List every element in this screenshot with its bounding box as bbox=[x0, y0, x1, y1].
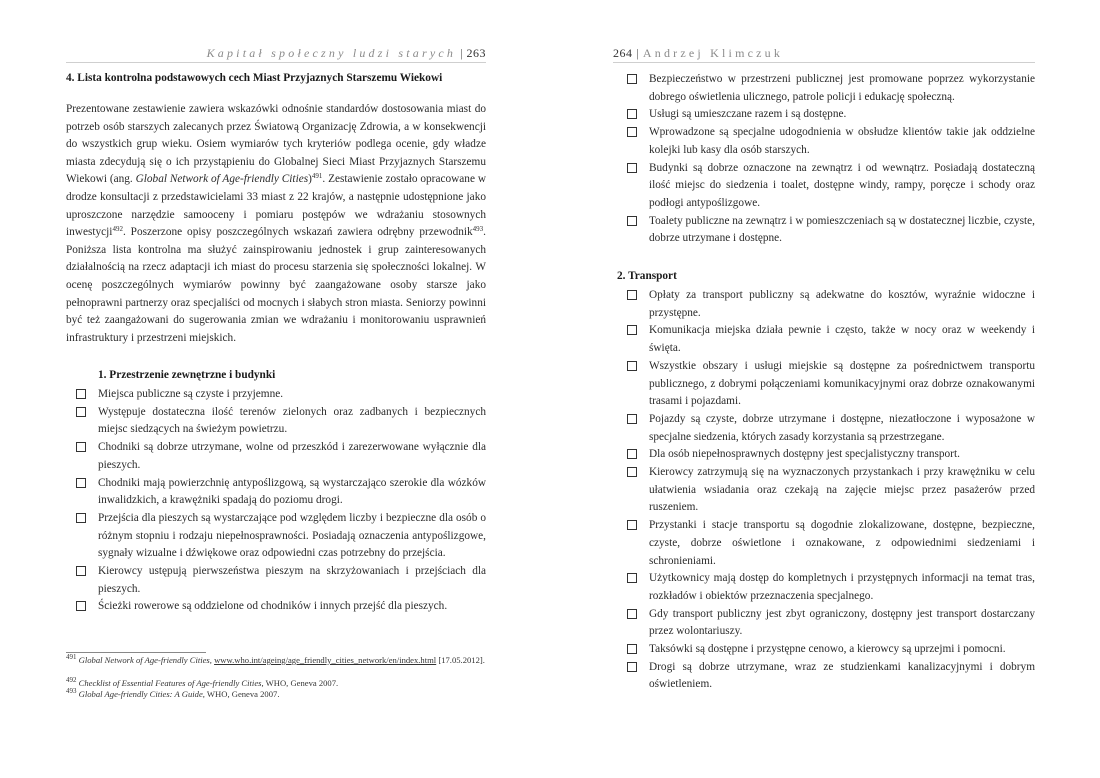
checklist-item bbox=[627, 411, 1035, 446]
page-number-right: 264 bbox=[613, 46, 633, 60]
subsection-title-outdoor-spaces: 1. Przestrzenie zewnętrzne i budynki bbox=[98, 369, 276, 381]
checklist-item-text: Wszystkie obszary i usługi miejskie są dostępne za pośrednictwem transportu publicznego, z dobrymi połączeniami komunikacyjnymi oraz dobrze oznakowanymi trasami i pojazdami. bbox=[649, 359, 1035, 408]
checkbox[interactable] bbox=[76, 407, 86, 417]
footnote-number: 493 bbox=[66, 687, 77, 695]
intro-text-3: . Zestawienie zostało opracowane w drodze konsultacji z przedstawicielami 33 miast z 22 krajów, a następnie udostępnione jako uproszczone narzędzie samooceny i pomiaru postępów we wdrażaniu stosownych inwestycji bbox=[66, 173, 486, 239]
checklist-item-text: Budynki są dobrze oznaczone na zewnątrz i od wewnątrz. Posiadają dostateczną ilość miejsc do siedzenia i toalet, dostępne windy, rampy, poręcze i schody oraz podłogi antypoślizgowe. bbox=[649, 161, 1035, 209]
footnote-number: 492 bbox=[66, 676, 77, 684]
footnote-ref-492[interactable]: 492 bbox=[112, 225, 123, 234]
checklist-item bbox=[627, 446, 1035, 464]
intro-text-5: . Poniższa lista kontrolna ma służyć zainspirowaniu jednostek i grup zainteresowanych działalnością na rzecz adaptacji ich miast do procesu starzenia się społeczności lokalnej. W ocenę poszczególnych wymiarów powinny być zaangażowane osoby starsze jako pełnoprawni partnerzy oraz specjaliści od mocnych i słabych stron miasta. Seniorzy powinni być też zaangażowani do sugerowania zmian we wdrażaniu i monitorowaniu usprawnień infrastruktury i przestrzeni miejskich. bbox=[66, 226, 486, 344]
checklist-item bbox=[627, 641, 1035, 659]
checkbox[interactable] bbox=[76, 478, 86, 488]
footnote-title: Checklist of Essential Features of Age-friendly Cities bbox=[78, 678, 262, 688]
checkbox[interactable] bbox=[627, 163, 637, 173]
checklist-outdoor-spaces bbox=[76, 386, 486, 616]
checklist-item-text: Występuje dostateczna ilość terenów zielonych oraz zadbanych i bezpiecznych miejsc siedzących na świeżym powietrzu. bbox=[98, 405, 486, 436]
footnote-493 bbox=[66, 689, 486, 701]
checklist-item bbox=[76, 404, 486, 439]
footnote-source: , WHO, Geneva 2007. bbox=[202, 689, 280, 699]
running-head-left bbox=[207, 46, 486, 62]
checkbox[interactable] bbox=[627, 609, 637, 619]
footnote-491 bbox=[66, 655, 486, 667]
header-rule-right bbox=[613, 62, 1035, 63]
checkbox[interactable] bbox=[76, 601, 86, 611]
checklist-item-text: Dla osób niepełnosprawnych dostępny jest specjalistyczny transport. bbox=[649, 448, 960, 461]
footnote-link[interactable]: www.who.int/ageing/age_friendly_cities_network/en/index.html bbox=[214, 655, 437, 665]
checklist-item bbox=[627, 71, 1035, 106]
checklist-item-text: Pojazdy są czyste, dobrze utrzymane i dostępne, niezatłoczone i wyposażone w specjalne siedzenia, których zasady korzystania są przestrzegane. bbox=[649, 412, 1035, 443]
section-title: 4. Lista kontrolna podstawowych cech Miast Przyjaznych Starszemu Wiekowi bbox=[66, 72, 443, 84]
checkbox[interactable] bbox=[627, 644, 637, 654]
checklist-item-text: Miejsca publiczne są czyste i przyjemne. bbox=[98, 388, 284, 400]
checklist-item-text: Komunikacja miejska działa pewnie i często, także w nocy oraz w weekendy i święta. bbox=[649, 324, 1035, 355]
checklist-item-text: Usługi są umieszczane razem i są dostępne. bbox=[649, 108, 847, 121]
footnote-492 bbox=[66, 678, 486, 690]
checklist-item bbox=[627, 124, 1035, 159]
footnote-rule bbox=[66, 652, 206, 653]
checklist-item-text: Toalety publiczne na zewnątrz i w pomieszczeniach są w dostatecznej liczbie, czyste, dobrze utrzymane i dostępne. bbox=[649, 214, 1035, 245]
checklist-item-text: Ścieżki rowerowe są oddzielone od chodników i innych przejść dla pieszych. bbox=[98, 600, 448, 613]
checkbox[interactable] bbox=[627, 662, 637, 672]
checklist-item-text: Opłaty za transport publiczny są adekwatne do kosztów, wyraźnie widoczne i przystępne. bbox=[649, 289, 1035, 319]
footnote-title: Global Network of Age-friendly Cities bbox=[78, 655, 210, 665]
checklist-item bbox=[627, 287, 1035, 322]
footnote-ref-493[interactable]: 493 bbox=[472, 225, 484, 234]
checkbox[interactable] bbox=[627, 109, 637, 119]
checkbox[interactable] bbox=[76, 442, 86, 452]
checklist-item bbox=[627, 160, 1035, 213]
running-head-separator: | bbox=[636, 46, 639, 60]
checkbox[interactable] bbox=[627, 414, 637, 424]
checklist-item bbox=[627, 570, 1035, 605]
checklist-item-text: Przejścia dla pieszych są wystarczające pod względem liczby i bezpieczne dla osób o różnym stopniu i rodzaju niepełnosprawności. Posiadają oznaczenia antypoślizgowe, sygnały wizualne i dźwiękowe oraz odpowiedni czas potrzebny do przejścia. bbox=[98, 511, 486, 560]
checklist-item bbox=[627, 517, 1035, 570]
running-head-separator: | bbox=[460, 46, 463, 60]
running-head-right bbox=[613, 46, 783, 62]
header-rule-left bbox=[66, 62, 486, 63]
footnote-number: 491 bbox=[66, 653, 77, 661]
checkbox[interactable] bbox=[627, 325, 637, 335]
right-page bbox=[613, 0, 1035, 778]
footnote-date: [17.05.2012]. bbox=[436, 655, 485, 665]
checkbox[interactable] bbox=[76, 513, 86, 523]
running-head-title: Kapitał społeczny ludzi starych bbox=[206, 46, 457, 60]
checklist-item-text: Użytkownicy mają dostęp do kompletnych i przystępnych informacji na temat tras, rozkładów i obiektów przeznaczenia specjalnego. bbox=[649, 572, 1035, 602]
footnote-ref-491[interactable]: 491 bbox=[311, 172, 323, 181]
checklist-item-text: Chodniki są dobrze utrzymane, wolne od przeszkód i zarezerwowane wyłącznie dla pieszych. bbox=[98, 441, 486, 471]
checklist-item-text: Bezpieczeństwo w przestrzeni publicznej jest promowane poprzez wykorzystanie dobrego oświetlenia ulicznego, patrole policji i edukację społeczną. bbox=[649, 73, 1035, 103]
checklist-item-text: Kierowcy ustępują pierwszeństwa pieszym na skrzyżowaniach i przejściach dla pieszych. bbox=[98, 565, 486, 595]
checklist-item bbox=[627, 358, 1035, 411]
checklist-transport bbox=[627, 287, 1035, 694]
checkbox[interactable] bbox=[627, 216, 637, 226]
checklist-item bbox=[76, 598, 486, 616]
checklist-item bbox=[627, 106, 1035, 124]
footnote-source: , WHO, Geneva 2007. bbox=[261, 678, 339, 688]
checklist-item-text: Przystanki i stacje transportu są dogodnie zlokalizowane, dostępne, bezpieczne, czyste, dobrze oświetlone i oznakowane, z odpowiednimi siedzeniami i schronieniami. bbox=[649, 519, 1035, 567]
page-number-left: 263 bbox=[466, 46, 486, 60]
intro-paragraph bbox=[66, 101, 486, 347]
checkbox[interactable] bbox=[627, 290, 637, 300]
checklist-item bbox=[627, 322, 1035, 357]
checklist-item bbox=[627, 606, 1035, 641]
checkbox[interactable] bbox=[76, 389, 86, 399]
checklist-item-text: Chodniki mają powierzchnię antypoślizgową, są wystarczająco szerokie dla wózków inwalidzkich, a krawężniki spadają do poziomu drogi. bbox=[98, 476, 486, 507]
checklist-item bbox=[76, 475, 486, 510]
checklist-item-text: Taksówki są dostępne i przystępne cenowo, a kierowcy są uprzejmi i pomocni. bbox=[649, 643, 1006, 656]
checklist-outdoor-spaces-continued bbox=[627, 71, 1035, 248]
footnote-separator: , bbox=[209, 655, 215, 665]
section-title-transport: 2. Transport bbox=[617, 270, 677, 282]
checklist-item bbox=[627, 659, 1035, 694]
intro-emphasis: Global Network of Age-friendly Cities bbox=[135, 173, 309, 186]
checkbox[interactable] bbox=[627, 520, 637, 530]
checklist-item bbox=[76, 386, 486, 404]
checklist-item bbox=[76, 563, 486, 598]
checkbox[interactable] bbox=[627, 361, 637, 371]
checkbox[interactable] bbox=[627, 467, 637, 477]
intro-text-4: . Poszerzone opisy poszczególnych wskazań zawiera odrębny przewodnik bbox=[122, 226, 473, 239]
intro-text-2: ) bbox=[308, 173, 312, 186]
checklist-item bbox=[627, 464, 1035, 517]
checkbox[interactable] bbox=[627, 74, 637, 84]
running-head-author: Andrzej Klimczuk bbox=[642, 46, 784, 60]
checklist-item bbox=[627, 213, 1035, 248]
checklist-item-text: Kierowcy zatrzymują się na wyznaczonych przystankach i przy krawężniku w celu ułatwienia wsiadania oraz czekają na zajęcie miejsc przez pasażerów przed ruszeniem. bbox=[649, 466, 1035, 514]
checklist-item-text: Wprowadzone są specjalne udogodnienia w obsłudze klientów takie jak oddzielne kolejki lub kasy dla osób starszych. bbox=[649, 126, 1035, 156]
checklist-item bbox=[76, 510, 486, 563]
checklist-item-text: Gdy transport publiczny jest zbyt ograniczony, dostępny jest transport dostarczany przez wolontariuszy. bbox=[649, 607, 1035, 638]
checkbox[interactable] bbox=[627, 449, 637, 459]
checkbox[interactable] bbox=[627, 127, 637, 137]
checkbox[interactable] bbox=[627, 573, 637, 583]
checklist-item-text: Drogi są dobrze utrzymane, wraz ze studzienkami kanalizacyjnymi i dobrym oświetleniem. bbox=[649, 660, 1035, 691]
intro-text-1: Prezentowane zestawienie zawiera wskazówki odnośnie standardów dostosowania miast do potrzeb osób starszych zalecanych przez Światową Organizację Zdrowia, a w konsekwencji do wszystkich grup wieku. Osiem wymiarów tych kryteriów podlega ocenie, gdy władze miasta zdecydują się o ich przystąpieniu do Globalnej Sieci Miast Przyjaznych Starszemu Wiekowi (ang. bbox=[66, 103, 486, 186]
footnote-title: Global Age-friendly Cities: A Guide bbox=[78, 689, 203, 699]
checklist-item bbox=[76, 439, 486, 474]
checkbox[interactable] bbox=[76, 566, 86, 576]
left-page bbox=[66, 0, 486, 778]
